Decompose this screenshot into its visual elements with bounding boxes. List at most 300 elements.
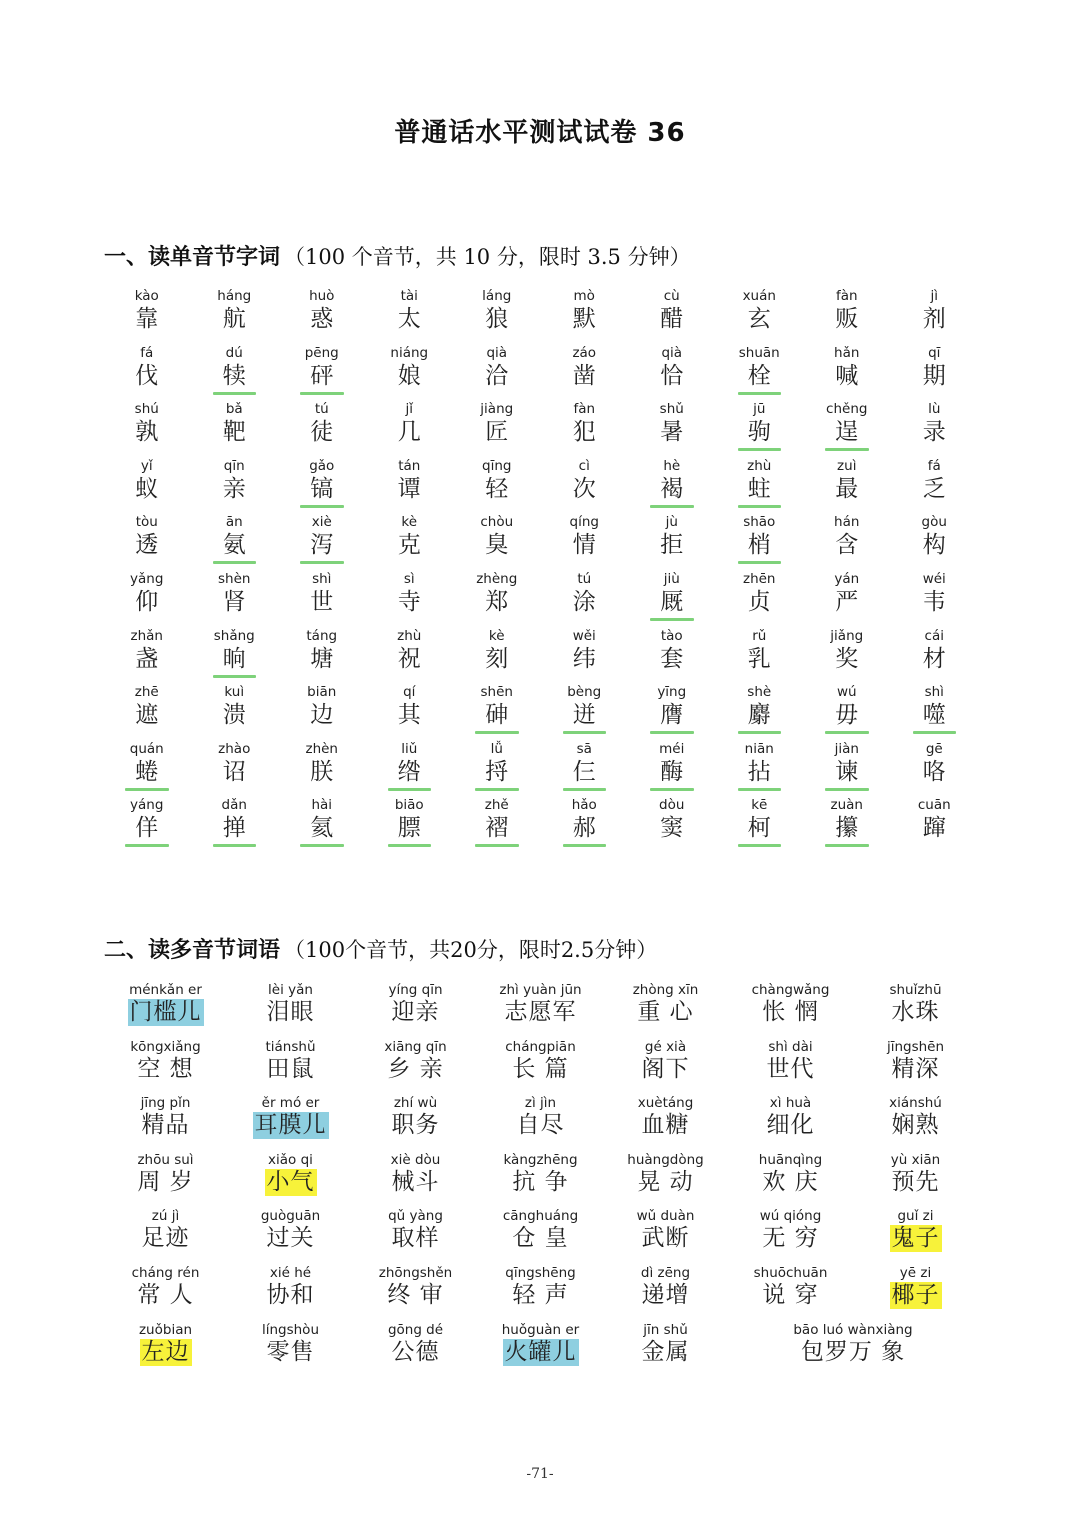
pinyin: kè <box>488 627 505 644</box>
pinyin: niáng <box>390 344 429 361</box>
char-cell <box>541 345 629 402</box>
pinyin: tào <box>660 627 683 644</box>
hanzi: 晌 <box>222 645 246 672</box>
hanzi: 狼 <box>485 306 509 332</box>
pinyin: kōngxiǎng <box>130 1038 201 1055</box>
pinyin: zhě <box>484 797 509 814</box>
char-cell <box>278 345 366 402</box>
pinyin: bèng <box>567 684 602 701</box>
word: 无 穷 <box>762 1225 819 1252</box>
hanzi: 砰 <box>310 362 334 389</box>
hanzi: 乏 <box>922 475 946 502</box>
char-cell <box>803 684 891 741</box>
pinyin: jīngshēn <box>886 1038 945 1055</box>
pinyin: niān <box>744 740 774 757</box>
word-cell <box>603 1208 728 1265</box>
difficulty-underline <box>650 731 694 734</box>
word-cell <box>478 1095 603 1152</box>
pinyin: yáng <box>130 797 164 814</box>
hanzi: 遮 <box>135 702 159 729</box>
word: 轻 声 <box>512 1281 569 1308</box>
pinyin: wéi <box>922 570 946 587</box>
char-cell <box>278 288 366 345</box>
hanzi: 蜷 <box>135 758 159 785</box>
pinyin: huǒguàn er <box>501 1321 580 1338</box>
pinyin: tú <box>577 570 592 587</box>
char-cell <box>716 741 804 798</box>
hanzi: 犯 <box>572 419 596 446</box>
hanzi: 世 <box>310 588 334 615</box>
highlighted-word: 耳膜儿 <box>254 1112 327 1139</box>
char-cell <box>103 684 191 741</box>
difficulty-underline <box>738 844 782 847</box>
char-cell <box>453 797 541 854</box>
char-cell <box>891 401 979 458</box>
word-cell <box>728 1265 853 1322</box>
pinyin: chěng <box>826 401 868 418</box>
char-cell <box>103 741 191 798</box>
word-cell <box>228 1208 353 1265</box>
pinyin: méi <box>659 740 685 757</box>
char-cell <box>541 514 629 571</box>
pinyin: shǔ <box>659 401 684 418</box>
difficulty-underline <box>825 788 869 791</box>
hanzi: 犊 <box>222 362 246 389</box>
word: 抗 争 <box>512 1168 569 1195</box>
pinyin: rǔ <box>752 627 767 644</box>
pinyin: shuǐzhū <box>889 982 942 998</box>
char-cell <box>366 458 454 515</box>
word: 精深 <box>891 1055 940 1082</box>
hanzi: 奖 <box>835 645 859 672</box>
hanzi: 孰 <box>135 419 159 446</box>
pinyin: zhù <box>397 627 422 644</box>
difficulty-underline <box>563 731 607 734</box>
pinyin: biān <box>307 684 337 701</box>
char-cell <box>716 458 804 515</box>
char-cell <box>191 797 279 854</box>
difficulty-underline <box>738 392 782 395</box>
difficulty-underline <box>300 392 344 395</box>
hanzi: 蹿 <box>922 815 946 842</box>
char-cell <box>453 571 541 628</box>
hanzi: 默 <box>572 306 596 332</box>
char-cell <box>628 741 716 798</box>
hanzi: 迸 <box>572 702 596 729</box>
pinyin: xiāng qīn <box>384 1038 447 1055</box>
word-cell <box>353 982 478 1039</box>
difficulty-underline <box>738 788 782 791</box>
word-cell <box>103 1265 228 1322</box>
word-cell <box>603 1095 728 1152</box>
pinyin: qǔ yàng <box>388 1208 443 1225</box>
difficulty-underline <box>475 844 519 847</box>
pinyin: cái <box>924 627 944 644</box>
pinyin: zú jì <box>151 1208 180 1225</box>
word: 终 审 <box>387 1281 444 1308</box>
char-cell <box>278 458 366 515</box>
hanzi: 贩 <box>835 306 859 332</box>
highlighted-word: 火罐儿 <box>504 1338 577 1365</box>
word-cell <box>228 1039 353 1096</box>
word: 金属 <box>641 1338 690 1365</box>
pinyin: zhù <box>747 457 772 474</box>
pinyin: qīngshēng <box>505 1264 576 1281</box>
hanzi: 氨 <box>222 532 246 559</box>
word-cell <box>478 1208 603 1265</box>
pinyin: shì dài <box>768 1038 813 1055</box>
hanzi: 娘 <box>397 362 421 389</box>
char-cell <box>628 797 716 854</box>
char-cell <box>103 571 191 628</box>
pinyin: qīng <box>482 457 512 474</box>
pinyin: zhōu suì <box>137 1151 194 1168</box>
pinyin: mò <box>573 288 595 304</box>
char-cell <box>541 741 629 798</box>
hanzi: 逞 <box>835 419 859 446</box>
hanzi: 刻 <box>485 645 509 672</box>
hanzi: 徒 <box>310 419 334 446</box>
pinyin: yù xiān <box>890 1151 941 1168</box>
word: 自尽 <box>516 1112 565 1139</box>
pinyin: jīn shǔ <box>643 1321 688 1338</box>
word: 递增 <box>641 1281 690 1308</box>
char-cell <box>278 684 366 741</box>
word-cell <box>728 1152 853 1209</box>
word-cell <box>103 1095 228 1152</box>
difficulty-underline <box>300 505 344 508</box>
char-cell <box>278 571 366 628</box>
pinyin: cì <box>578 457 590 474</box>
word: 长 篇 <box>512 1055 569 1082</box>
char-cell <box>891 684 979 741</box>
word-cell <box>478 1265 603 1322</box>
word-cell <box>603 1322 728 1379</box>
pinyin: lù <box>928 401 941 418</box>
pinyin: chángpiān <box>505 1038 576 1055</box>
difficulty-underline <box>300 844 344 847</box>
char-cell <box>716 345 804 402</box>
hanzi: 镐 <box>310 475 334 502</box>
char-cell <box>366 571 454 628</box>
char-cell <box>716 571 804 628</box>
pinyin: zhēn <box>742 570 776 587</box>
word-cell <box>478 982 603 1039</box>
char-cell <box>716 628 804 685</box>
char-cell <box>453 684 541 741</box>
hanzi: 麝 <box>747 702 771 729</box>
pinyin: yǎng <box>130 570 164 587</box>
pinyin: wú <box>836 684 857 701</box>
hanzi: 氦 <box>310 815 334 842</box>
hanzi: 攥 <box>835 815 859 842</box>
word: 取样 <box>391 1225 440 1252</box>
word: 血糖 <box>641 1112 690 1139</box>
hanzi: 涂 <box>572 588 596 615</box>
hanzi: 凿 <box>572 362 596 389</box>
pinyin: xiè dòu <box>390 1151 441 1168</box>
pinyin: sì <box>403 570 415 587</box>
hanzi: 塘 <box>310 645 334 672</box>
pinyin: shāo <box>743 514 776 531</box>
char-cell <box>278 401 366 458</box>
pinyin: bǎ <box>225 401 243 418</box>
char-cell <box>278 628 366 685</box>
section1-note: （100 个音节，共 10 分，限时 3.5 分钟） <box>284 245 691 269</box>
difficulty-underline <box>125 788 169 791</box>
hanzi: 褐 <box>660 475 684 502</box>
pinyin: kào <box>134 288 159 304</box>
word: 过关 <box>266 1225 315 1252</box>
hanzi: 航 <box>222 306 246 332</box>
word-cell <box>853 1039 978 1096</box>
pinyin: shì <box>924 684 944 701</box>
pinyin: shuōchuān <box>753 1264 828 1281</box>
pinyin: xiánshú <box>889 1095 942 1112</box>
word-cell <box>853 1095 978 1152</box>
char-cell <box>103 288 191 345</box>
char-cell <box>891 741 979 798</box>
word: 预先 <box>891 1168 940 1195</box>
pinyin: ménkǎn er <box>129 982 202 998</box>
hanzi: 梢 <box>747 532 771 559</box>
char-cell <box>278 797 366 854</box>
hanzi: 构 <box>922 532 946 559</box>
word: 常 人 <box>137 1281 194 1308</box>
word: 娴熟 <box>891 1112 940 1139</box>
hanzi: 含 <box>835 532 859 559</box>
hanzi: 厩 <box>660 588 684 615</box>
word: 武断 <box>641 1225 690 1252</box>
word: 说 穿 <box>762 1281 819 1308</box>
char-cell <box>191 401 279 458</box>
char-cell <box>366 401 454 458</box>
char-cell <box>541 797 629 854</box>
char-cell <box>803 741 891 798</box>
pinyin: jiàng <box>480 401 514 418</box>
word: 职务 <box>391 1112 440 1139</box>
hanzi: 朕 <box>310 758 334 785</box>
pinyin: jì <box>930 288 938 304</box>
word-cell <box>228 1322 353 1379</box>
hanzi: 情 <box>572 532 596 559</box>
pinyin: kuì <box>224 684 245 701</box>
pinyin: zhào <box>218 740 251 757</box>
hanzi: 谭 <box>397 475 421 502</box>
char-cell <box>103 628 191 685</box>
pinyin: dì zēng <box>640 1264 691 1281</box>
word: 乡 亲 <box>387 1055 444 1082</box>
pinyin: gòu <box>921 514 947 531</box>
pinyin: cānghuáng <box>502 1208 579 1225</box>
word: 欢 庆 <box>762 1168 819 1195</box>
pinyin: cháng rén <box>131 1264 200 1281</box>
pinyin: yán <box>834 570 860 587</box>
word-cell <box>478 1322 603 1379</box>
char-cell <box>803 345 891 402</box>
hanzi: 最 <box>835 475 859 502</box>
hanzi: 暑 <box>660 419 684 446</box>
char-cell <box>453 345 541 402</box>
hanzi: 克 <box>397 532 421 559</box>
char-cell <box>803 797 891 854</box>
pinyin: lèi yǎn <box>268 982 313 998</box>
char-cell <box>891 514 979 571</box>
pinyin: zhí wù <box>393 1095 438 1112</box>
section1-title: 一、读单音节字词 <box>104 245 281 270</box>
pinyin: hǎn <box>834 344 860 361</box>
difficulty-underline <box>650 505 694 508</box>
pinyin: zhōngshěn <box>378 1264 453 1281</box>
char-cell <box>891 571 979 628</box>
hanzi: 肾 <box>222 588 246 615</box>
hanzi: 溃 <box>222 702 246 729</box>
word: 志愿军 <box>504 999 577 1025</box>
pinyin: shuān <box>738 344 780 361</box>
word-cell <box>853 982 978 1039</box>
pinyin: cuān <box>917 797 951 814</box>
pinyin: guǐ zi <box>897 1208 934 1225</box>
highlighted-word: 椰子 <box>891 1281 940 1308</box>
word-cell <box>353 1208 478 1265</box>
char-cell <box>803 628 891 685</box>
word-cell <box>603 1265 728 1322</box>
word: 精品 <box>141 1112 190 1139</box>
char-cell <box>191 458 279 515</box>
pinyin: xì huà <box>769 1095 812 1112</box>
word-cell <box>103 982 228 1039</box>
pinyin: biāo <box>394 797 424 814</box>
word-cell <box>353 1152 478 1209</box>
char-cell <box>803 401 891 458</box>
char-cell <box>891 288 979 345</box>
word: 协和 <box>266 1281 315 1308</box>
difficulty-underline <box>738 448 782 451</box>
hanzi: 蚁 <box>135 475 159 502</box>
hanzi: 郝 <box>572 815 596 842</box>
pinyin: hán <box>834 514 860 531</box>
word-cell <box>353 1265 478 1322</box>
word: 空 想 <box>137 1055 194 1082</box>
hanzi: 期 <box>922 362 946 389</box>
difficulty-underline <box>738 561 782 564</box>
char-cell <box>628 628 716 685</box>
hanzi: 纬 <box>572 645 596 672</box>
char-cell <box>716 401 804 458</box>
char-cell <box>716 797 804 854</box>
char-cell <box>366 741 454 798</box>
pinyin: língshòu <box>261 1321 320 1338</box>
hanzi: 仨 <box>572 758 596 785</box>
char-cell <box>716 514 804 571</box>
hanzi: 砷 <box>485 702 509 729</box>
hanzi: 太 <box>397 306 421 332</box>
hanzi: 噬 <box>922 702 946 729</box>
pinyin: zhǎn <box>130 627 163 644</box>
word-cell <box>353 1039 478 1096</box>
pinyin: kè <box>401 514 418 531</box>
pinyin: xuètáng <box>637 1095 694 1112</box>
pinyin: dòu <box>659 797 685 814</box>
word: 田鼠 <box>266 1055 315 1082</box>
word-cell <box>603 1039 728 1096</box>
pinyin: ěr mó er <box>261 1095 320 1112</box>
char-cell <box>278 514 366 571</box>
char-cell <box>891 458 979 515</box>
char-cell <box>191 741 279 798</box>
char-cell <box>453 741 541 798</box>
char-cell <box>628 288 716 345</box>
char-cell <box>628 514 716 571</box>
char-cell <box>191 345 279 402</box>
char-cell <box>628 684 716 741</box>
word-cell <box>853 1208 978 1265</box>
hanzi: 盏 <box>135 645 159 672</box>
char-cell <box>716 684 804 741</box>
word-cell <box>728 1039 853 1096</box>
hanzi: 祝 <box>397 645 421 672</box>
pinyin: záo <box>572 344 597 361</box>
pinyin: jiǎng <box>830 627 864 644</box>
hanzi: 严 <box>835 588 859 615</box>
hanzi: 材 <box>922 645 946 672</box>
char-cell <box>803 571 891 628</box>
word-cell <box>228 1265 353 1322</box>
pinyin: zhèng <box>476 570 518 587</box>
word-cell <box>228 1095 353 1152</box>
pinyin: háng <box>217 288 252 304</box>
pinyin: qí <box>403 684 416 701</box>
pinyin: zhèn <box>305 740 338 757</box>
word: 世代 <box>766 1055 815 1082</box>
char-cell <box>366 797 454 854</box>
pinyin: hài <box>311 797 333 814</box>
pinyin: qià <box>661 344 683 361</box>
difficulty-underline <box>738 505 782 508</box>
char-cell <box>891 345 979 402</box>
page-number: -71- <box>526 1466 554 1482</box>
char-cell <box>541 288 629 345</box>
word-cell <box>103 1039 228 1096</box>
hanzi: 剂 <box>922 306 946 332</box>
word-cell <box>478 1039 603 1096</box>
pinyin: zuàn <box>830 797 863 814</box>
word-cell <box>728 1095 853 1152</box>
pinyin: zhì yuàn jūn <box>499 982 582 998</box>
difficulty-underline <box>213 561 257 564</box>
pinyin: hǎo <box>571 797 597 814</box>
difficulty-underline <box>738 731 782 734</box>
pinyin: tòu <box>135 514 158 531</box>
pinyin: shèn <box>218 570 251 587</box>
difficulty-underline <box>913 731 957 734</box>
pinyin: qī <box>928 344 941 361</box>
char-cell <box>803 288 891 345</box>
char-cell <box>278 741 366 798</box>
pinyin: wú qióng <box>759 1208 822 1225</box>
difficulty-underline <box>300 561 344 564</box>
page-title: 普通话水平测试试卷 36 <box>394 118 686 148</box>
highlighted-word: 小气 <box>266 1168 315 1195</box>
char-cell <box>453 514 541 571</box>
pinyin: shēn <box>480 684 513 701</box>
char-cell <box>103 797 191 854</box>
word-cell <box>603 1152 728 1209</box>
hanzi: 佯 <box>135 815 159 842</box>
pinyin: guòguān <box>260 1208 321 1225</box>
char-cell <box>803 458 891 515</box>
difficulty-underline <box>825 844 869 847</box>
